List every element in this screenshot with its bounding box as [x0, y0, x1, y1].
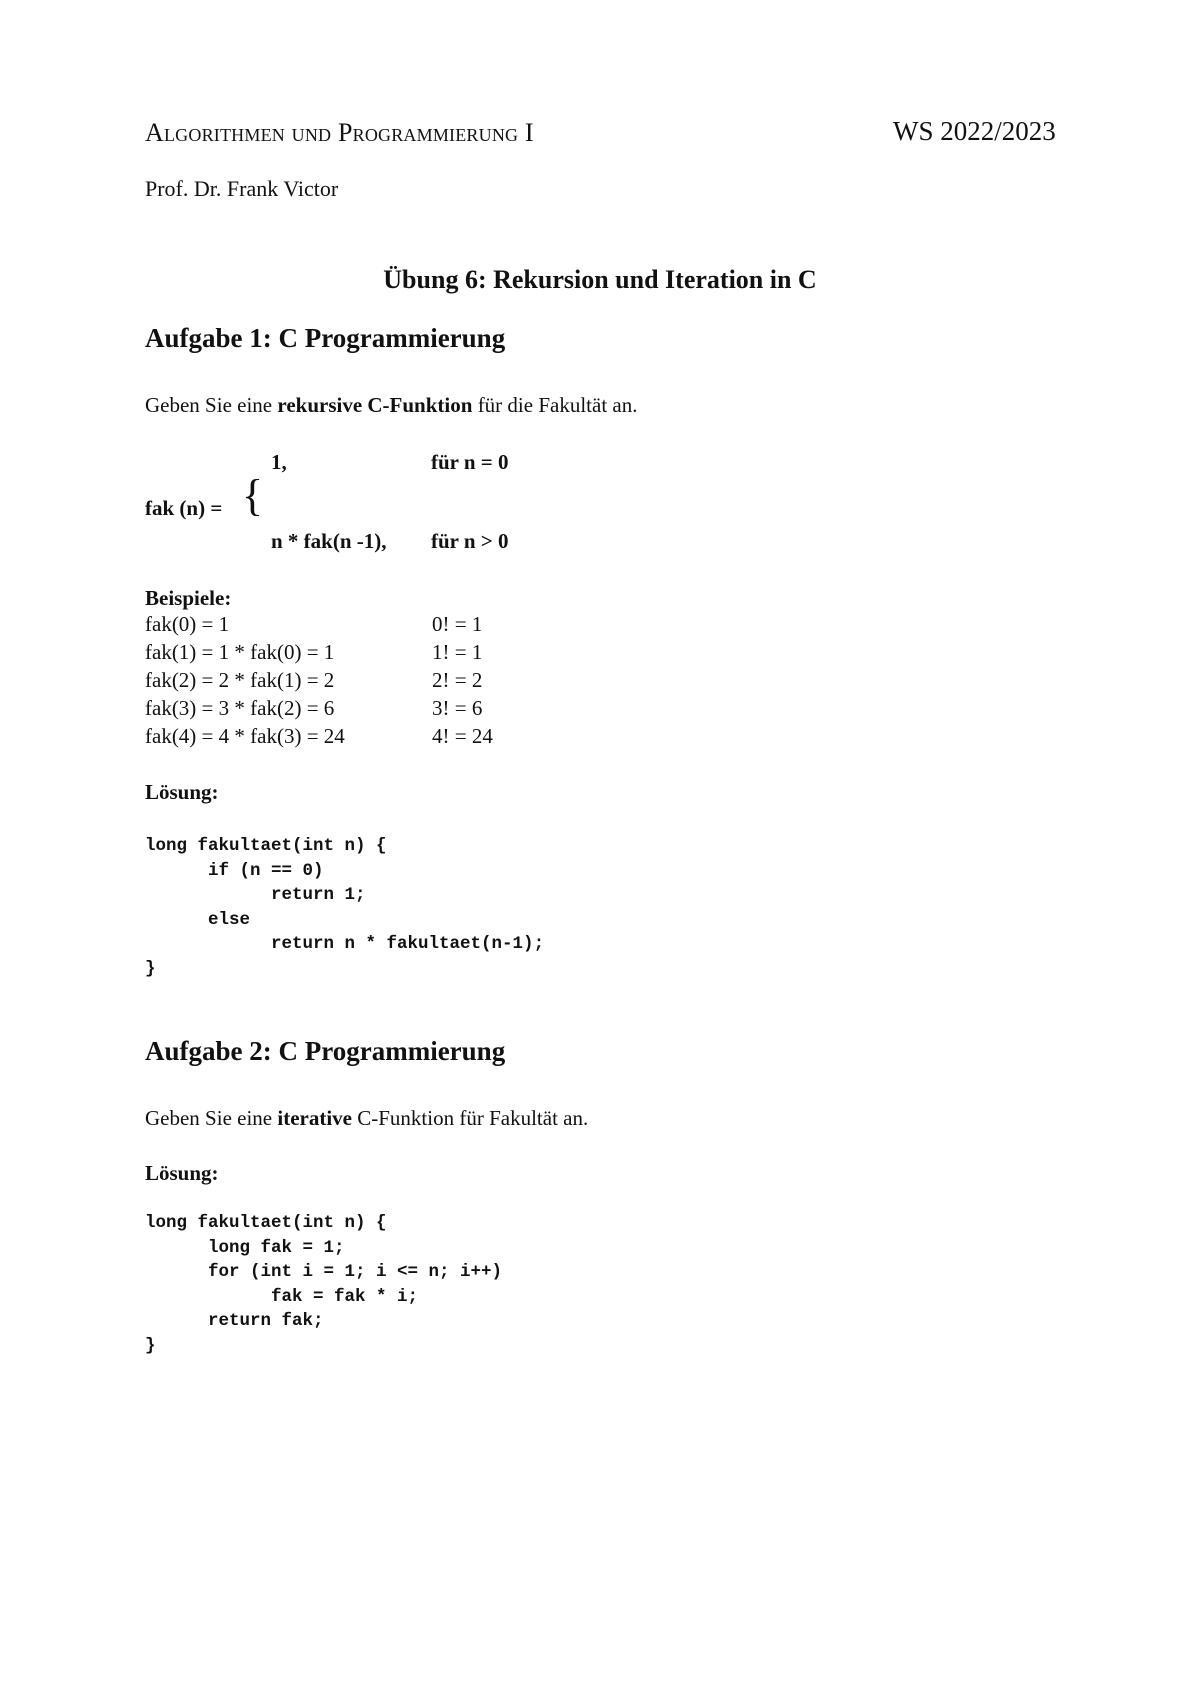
task1-intro-after: für die Fakultät an.	[472, 393, 638, 417]
example-factorial: 3! = 6	[432, 696, 483, 720]
formula-case1-value: 1,	[271, 450, 287, 474]
example-recursive: fak(4) = 4 * fak(3) = 24	[145, 724, 345, 748]
task1-solution-label: Lösung:	[145, 780, 219, 804]
formula-case2-value: n * fak(n -1),	[271, 529, 387, 553]
example-recursive: fak(1) = 1 * fak(0) = 1	[145, 640, 335, 664]
semester-label: WS 2022/2023	[893, 116, 1056, 146]
exercise-title: Übung 6: Rekursion und Iteration in C	[383, 265, 817, 294]
formula-lhs: fak (n) =	[145, 496, 223, 520]
example-recursive: fak(2) = 2 * fak(1) = 2	[145, 668, 335, 692]
course-title: Algorithmen und Programmierung I	[145, 118, 534, 147]
example-factorial: 4! = 24	[432, 724, 493, 748]
formula-brace: {	[242, 471, 264, 520]
task1-heading: Aufgabe 1: C Programmierung	[145, 323, 506, 353]
task2-intro-bold: iterative	[277, 1106, 352, 1130]
task2-intro-before: Geben Sie eine	[145, 1106, 278, 1130]
formula-case2-condition: für n > 0	[431, 529, 509, 553]
example-recursive: fak(0) = 1	[145, 612, 230, 636]
task1-intro-before: Geben Sie eine	[145, 393, 278, 417]
task1-intro	[145, 393, 637, 418]
examples-label: Beispiele:	[145, 586, 232, 610]
example-factorial: 2! = 2	[432, 668, 483, 692]
task2-intro-after: C-Funktion für Fakultät an.	[352, 1106, 589, 1130]
example-recursive: fak(3) = 3 * fak(2) = 6	[145, 696, 335, 720]
example-factorial: 0! = 1	[432, 612, 483, 636]
task2-code-block: long fakultaet(int n) { long fak = 1; for (int i = 1; i <= n; i++) fak = fak * i; return fak; }	[145, 1213, 503, 1356]
task1-code-block: long fakultaet(int n) { if (n == 0) return 1; else return n * fakultaet(n-1); }	[145, 836, 545, 979]
example-factorial: 1! = 1	[432, 640, 483, 664]
task1-intro-bold: rekursive C-Funktion	[277, 393, 473, 417]
task2-intro	[145, 1106, 588, 1131]
formula-case1-condition: für n = 0	[431, 450, 509, 474]
task2-heading: Aufgabe 2: C Programmierung	[145, 1036, 506, 1066]
task2-solution-label: Lösung:	[145, 1161, 219, 1185]
professor-name: Prof. Dr. Frank Victor	[145, 176, 339, 201]
